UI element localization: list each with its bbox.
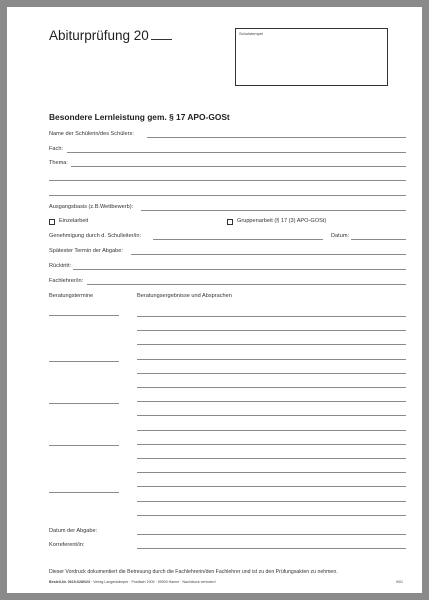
consultation-result-line[interactable] [137, 401, 406, 402]
student-name-label: Name der Schülerin/des Schülers: [49, 131, 134, 137]
consultation-date-line-5[interactable] [49, 492, 119, 493]
publisher-imprint [49, 580, 216, 584]
consultation-result-line[interactable] [137, 373, 406, 374]
consultation-result-line[interactable] [137, 472, 406, 473]
consultation-result-line[interactable] [137, 501, 406, 502]
order-number: Bestell-Nr. 0619-6280/23 [49, 580, 90, 584]
withdrawal-label: Rücktritt: [49, 263, 72, 269]
group-work-label: Gruppenarbeit (§ 17 (3) APO-GOSt) [237, 218, 327, 224]
consultation-result-line[interactable] [137, 444, 406, 445]
student-name-line[interactable] [147, 137, 406, 138]
publisher-info: · Verlag Langenkämper · Postfach 1909 · 59009 Hamm · Nachdruck verboten! [90, 580, 216, 584]
consultation-result-line[interactable] [137, 430, 406, 431]
year-blank[interactable] [151, 29, 172, 40]
consultation-result-line[interactable] [137, 415, 406, 416]
submission-date-label: Datum der Abgabe: [49, 528, 98, 534]
deadline-line[interactable] [131, 254, 406, 255]
subject-label: Fach: [49, 146, 63, 152]
date-line[interactable] [351, 239, 406, 240]
submission-date-line[interactable] [137, 534, 406, 535]
withdrawal-line[interactable] [73, 269, 406, 270]
consultation-dates-header: Beratungstermine [49, 293, 94, 299]
co-examiner-line[interactable] [137, 548, 406, 549]
basis-line[interactable] [141, 210, 406, 211]
consultation-date-line-3[interactable] [49, 403, 119, 404]
topic-line-3[interactable] [49, 195, 406, 196]
group-work-checkbox[interactable] [227, 219, 233, 225]
school-stamp-box [235, 28, 388, 86]
subject-line[interactable] [67, 152, 406, 153]
teacher-line[interactable] [87, 284, 406, 285]
co-examiner-label: Korreferent/in: [49, 542, 85, 548]
consultation-date-line-1[interactable] [49, 315, 119, 316]
consultation-result-line[interactable] [137, 458, 406, 459]
consultation-date-line-4[interactable] [49, 445, 119, 446]
consultation-result-line[interactable] [137, 387, 406, 388]
page-title: Abiturprüfung 20 [49, 28, 172, 43]
basis-label: Ausgangsbasis (z.B.Wettbewerb): [49, 204, 134, 210]
teacher-label: Fachlehrer/in: [49, 278, 84, 284]
consultation-result-line[interactable] [137, 316, 406, 317]
consultation-date-line-2[interactable] [49, 361, 119, 362]
consultation-result-line[interactable] [137, 330, 406, 331]
topic-label: Thema: [49, 160, 68, 166]
section-title: Besondere Lernleistung gem. § 17 APO-GOSt [49, 112, 230, 122]
approval-line[interactable] [153, 239, 323, 240]
topic-line-1[interactable] [71, 166, 406, 167]
consultation-results-header: Beratungsergebnisse und Absprachen [137, 293, 232, 299]
consultation-result-line[interactable] [137, 359, 406, 360]
topic-line-2[interactable] [49, 180, 406, 181]
footer-note: Dieser Vordruck dokumentiert die Betreuung durch die Fachlehrerin/den Fachlehrer und ist zu den Prüfungsakten zu nehmen. [49, 569, 338, 575]
consultation-result-line[interactable] [137, 486, 406, 487]
date-label: Datum: [331, 233, 350, 239]
consultation-result-line[interactable] [137, 515, 406, 516]
deadline-label: Spätester Termin der Abgabe: [49, 248, 123, 254]
consultation-result-line[interactable] [137, 344, 406, 345]
stamp-label: Schulstempel [239, 31, 264, 36]
single-work-label: Einzelarbeit [59, 218, 89, 224]
form-sheet [7, 7, 422, 593]
form-code: 9/01 [396, 580, 403, 584]
single-work-checkbox[interactable] [49, 219, 55, 225]
approval-label: Genehmigung durch d. Schulleiter/in: [49, 233, 142, 239]
